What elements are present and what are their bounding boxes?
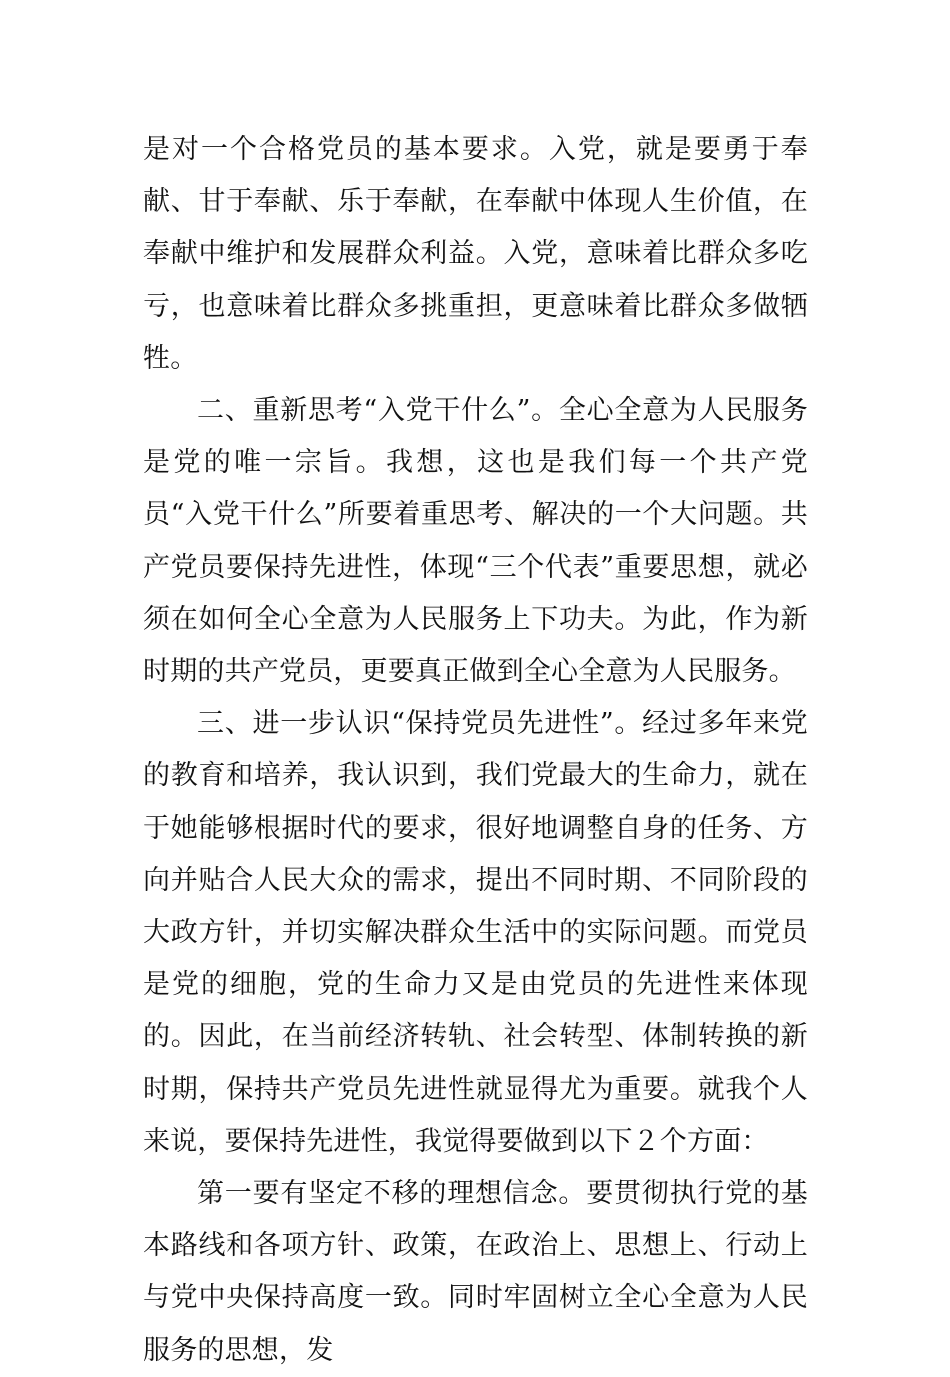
paragraph-3: 三、进一步认识“保持党员先进性”。经过多年来党的教育和培养，我认识到，我们党最大的生命力，就在于她能够根据时代的要求，很好地调整自身的任务、方向并贴合人民大众的需求，提出不同时期、不同阶段的大政方针，并切实解决群众生活中的实际问题。而党员是党的细胞，党的生命力又是由党员的先进性来体现的。因此，在当前经济转轨、社会转型、体制转换的新时期，保持共产党员先进性就显得尤为重要。就我个人来说，要保持先进性，我觉得要做到以下２个方面： — [143, 708, 808, 1157]
paragraph-1: 是对一个合格党员的基本要求。入党，就是要勇于奉献、甘于奉献、乐于奉献，在奉献中体现人生价值，在奉献中维护和发展群众利益。入党，意味着比群众多吃亏，也意味着比群众多挑重担，更意味着比群众多做牺牲。 — [143, 134, 808, 374]
paragraph-2: 二、重新思考“入党干什么”。全心全意为人民服务是党的唯一宗旨。我想，这也是我们每一个共产党员“入党干什么”所要着重思考、解决的一个大问题。共产党员要保持先进性，体现“三个代表”重要思想，就必须在如何全心全意为人民服务上下功夫。为此，作为新时期的共产党员，更要真正做到全心全意为人民服务。 — [143, 395, 808, 688]
paragraph-4: 第一要有坚定不移的理想信念。要贯彻执行党的基本路线和各项方针、政策，在政治上、思想上、行动上与党中央保持高度一致。同时牢固树立全心全意为人民服务的思想，发 — [143, 1178, 808, 1366]
document-page — [143, 124, 808, 1377]
